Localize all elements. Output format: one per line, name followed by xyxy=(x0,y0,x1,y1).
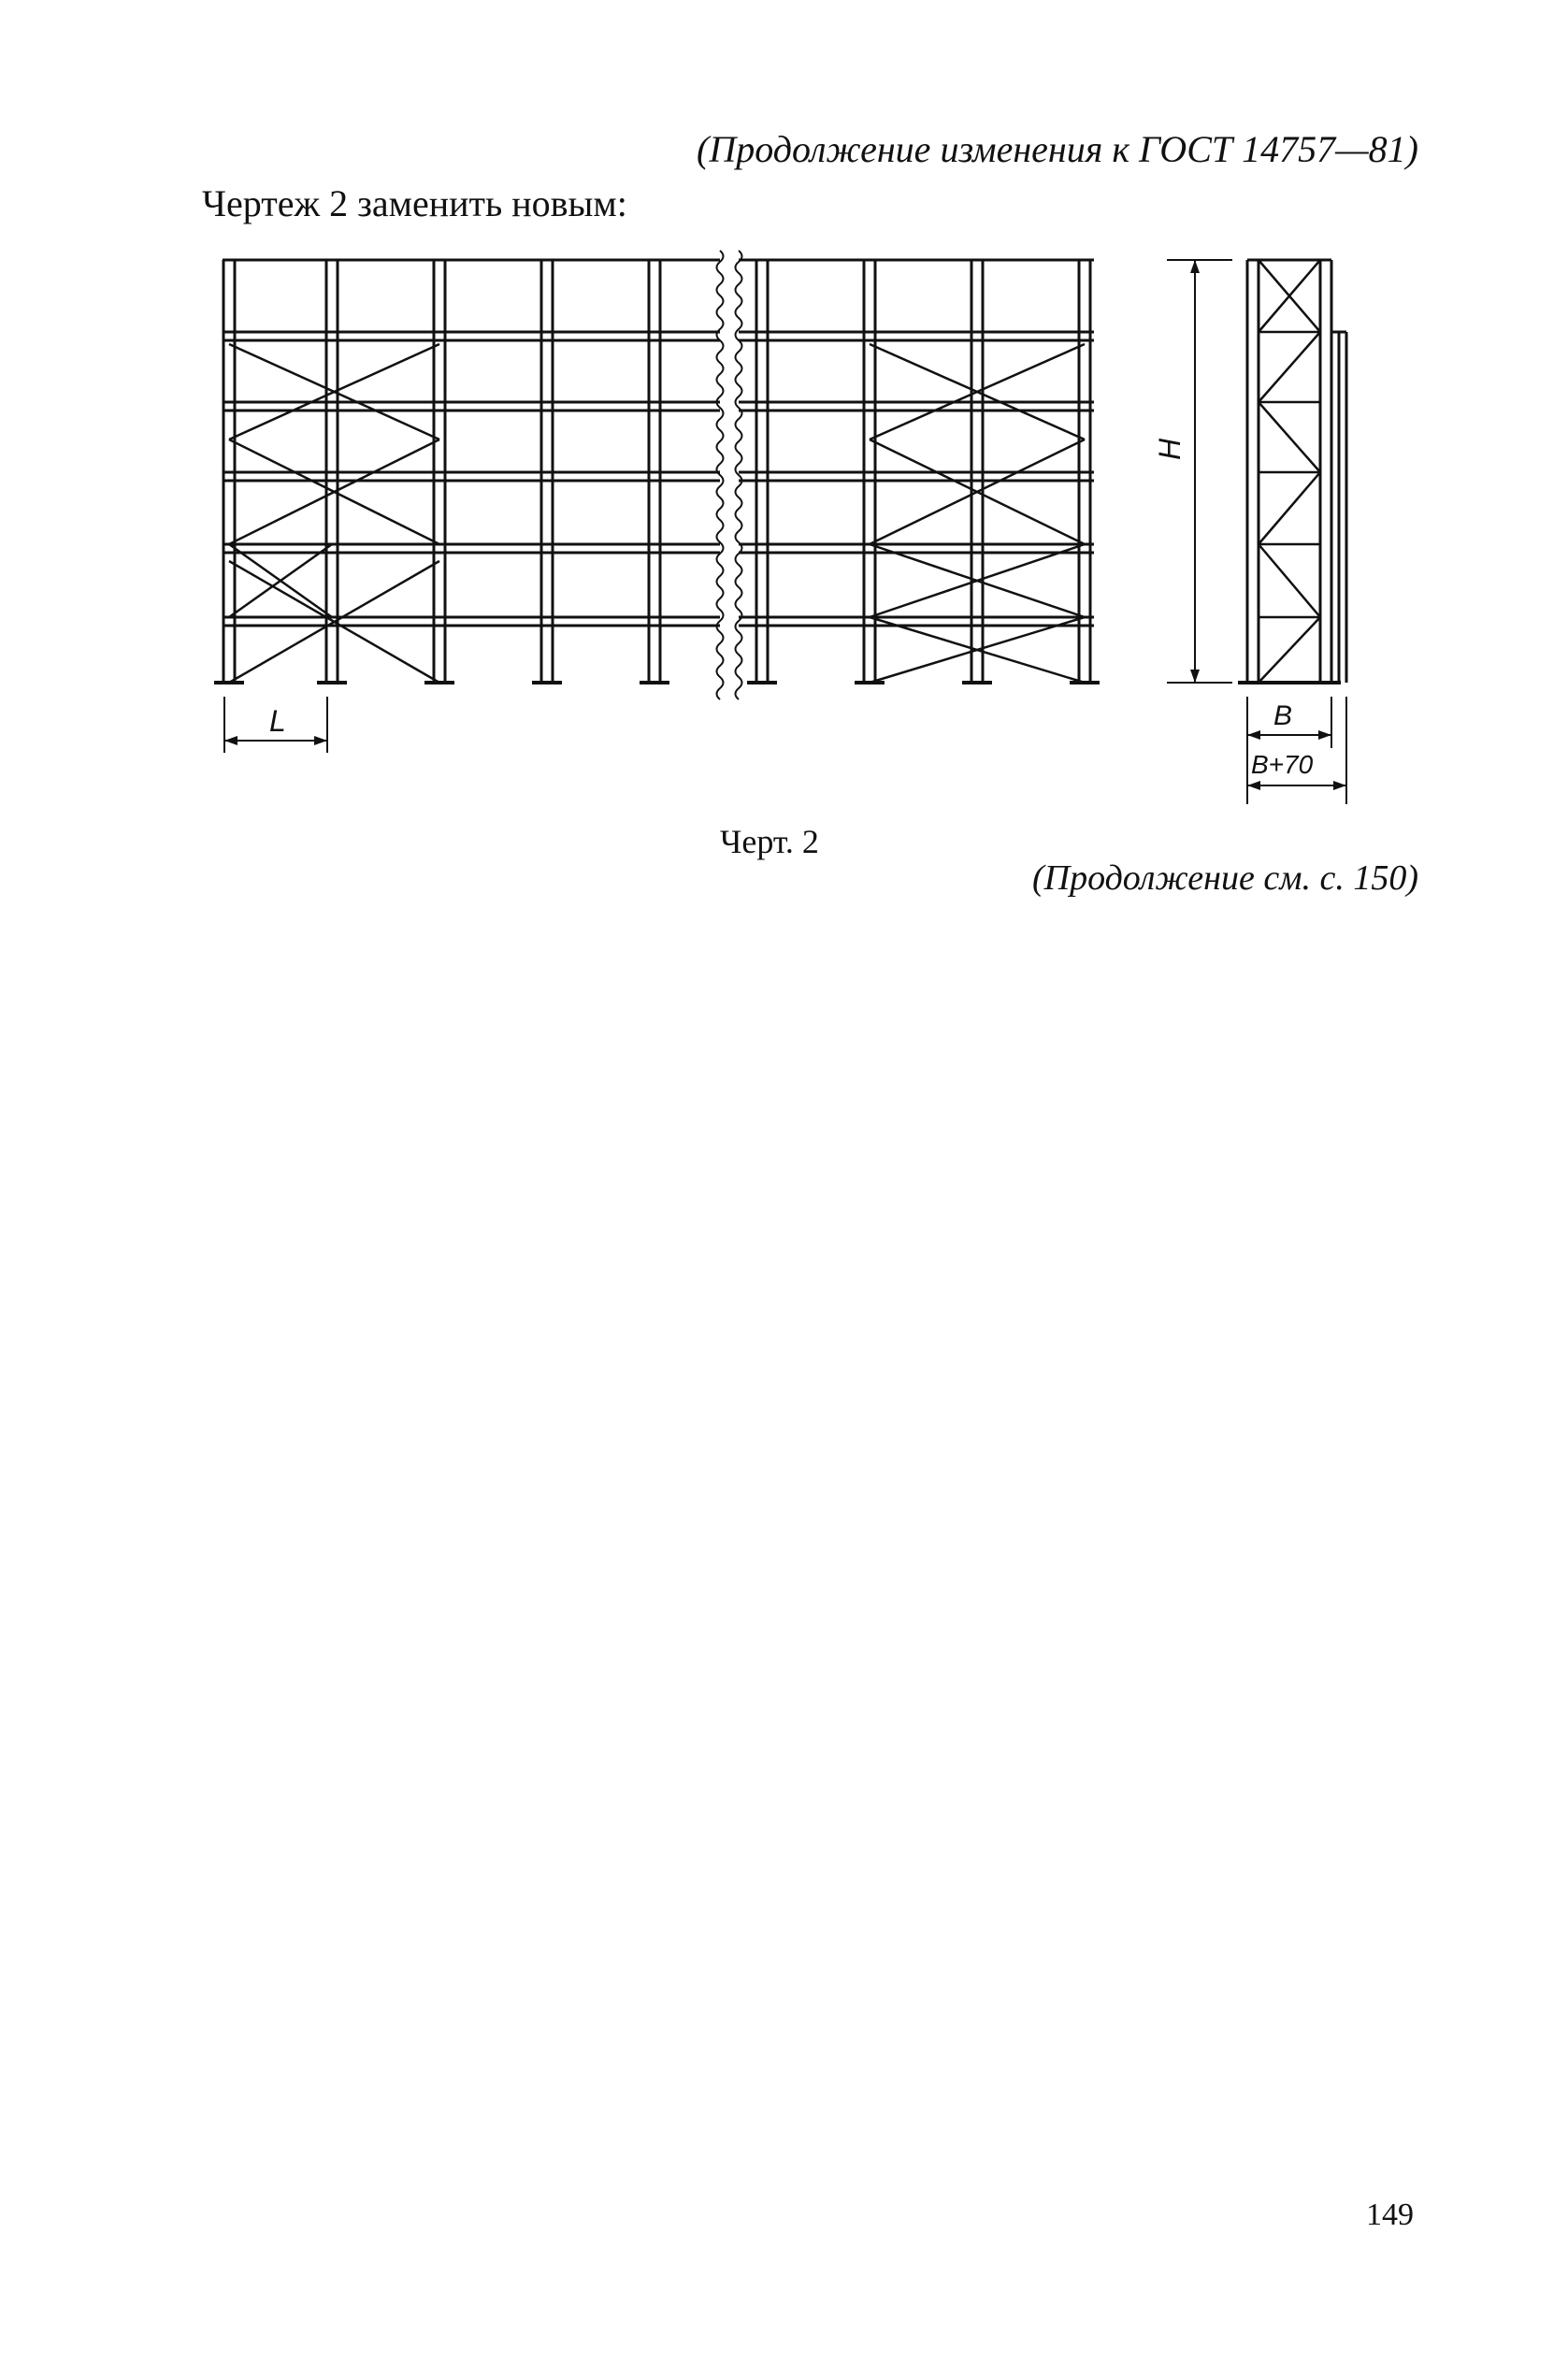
dimension-arrow xyxy=(1190,670,1200,683)
length-label: L xyxy=(269,704,286,738)
break-line xyxy=(736,251,742,699)
side-lattice-diagonal xyxy=(1259,402,1320,472)
side-lattice-diagonal xyxy=(1259,472,1320,544)
intro-text: Чертеж 2 заменить новым: xyxy=(202,182,627,224)
depth-total-label: B+70 xyxy=(1251,750,1314,779)
break-line xyxy=(717,251,724,699)
dimension-arrow xyxy=(1333,781,1346,790)
side-lattice-diagonal xyxy=(1259,617,1320,683)
rack-side-elevation xyxy=(1238,260,1346,683)
dimension-arrow xyxy=(1247,730,1260,740)
side-lattice-diagonal xyxy=(1259,332,1320,402)
page-header: (Продолжение изменения к ГОСТ 14757—81) xyxy=(697,128,1418,170)
continued-note: (Продолжение см. с. 150) xyxy=(1031,858,1418,898)
figure-caption: Черт. 2 xyxy=(720,823,819,860)
page-number: 149 xyxy=(1366,2197,1414,2232)
side-lattice-diagonal xyxy=(1259,544,1320,617)
dimension-arrow xyxy=(1247,781,1260,790)
height-label: H xyxy=(1153,438,1187,460)
depth-label: B xyxy=(1273,700,1293,731)
dimension-arrow xyxy=(224,736,237,745)
rack-front-elevation xyxy=(214,251,1100,699)
dimension-arrow xyxy=(1190,260,1200,273)
dimension-arrow xyxy=(314,736,327,745)
dimension-arrow xyxy=(1318,730,1331,740)
